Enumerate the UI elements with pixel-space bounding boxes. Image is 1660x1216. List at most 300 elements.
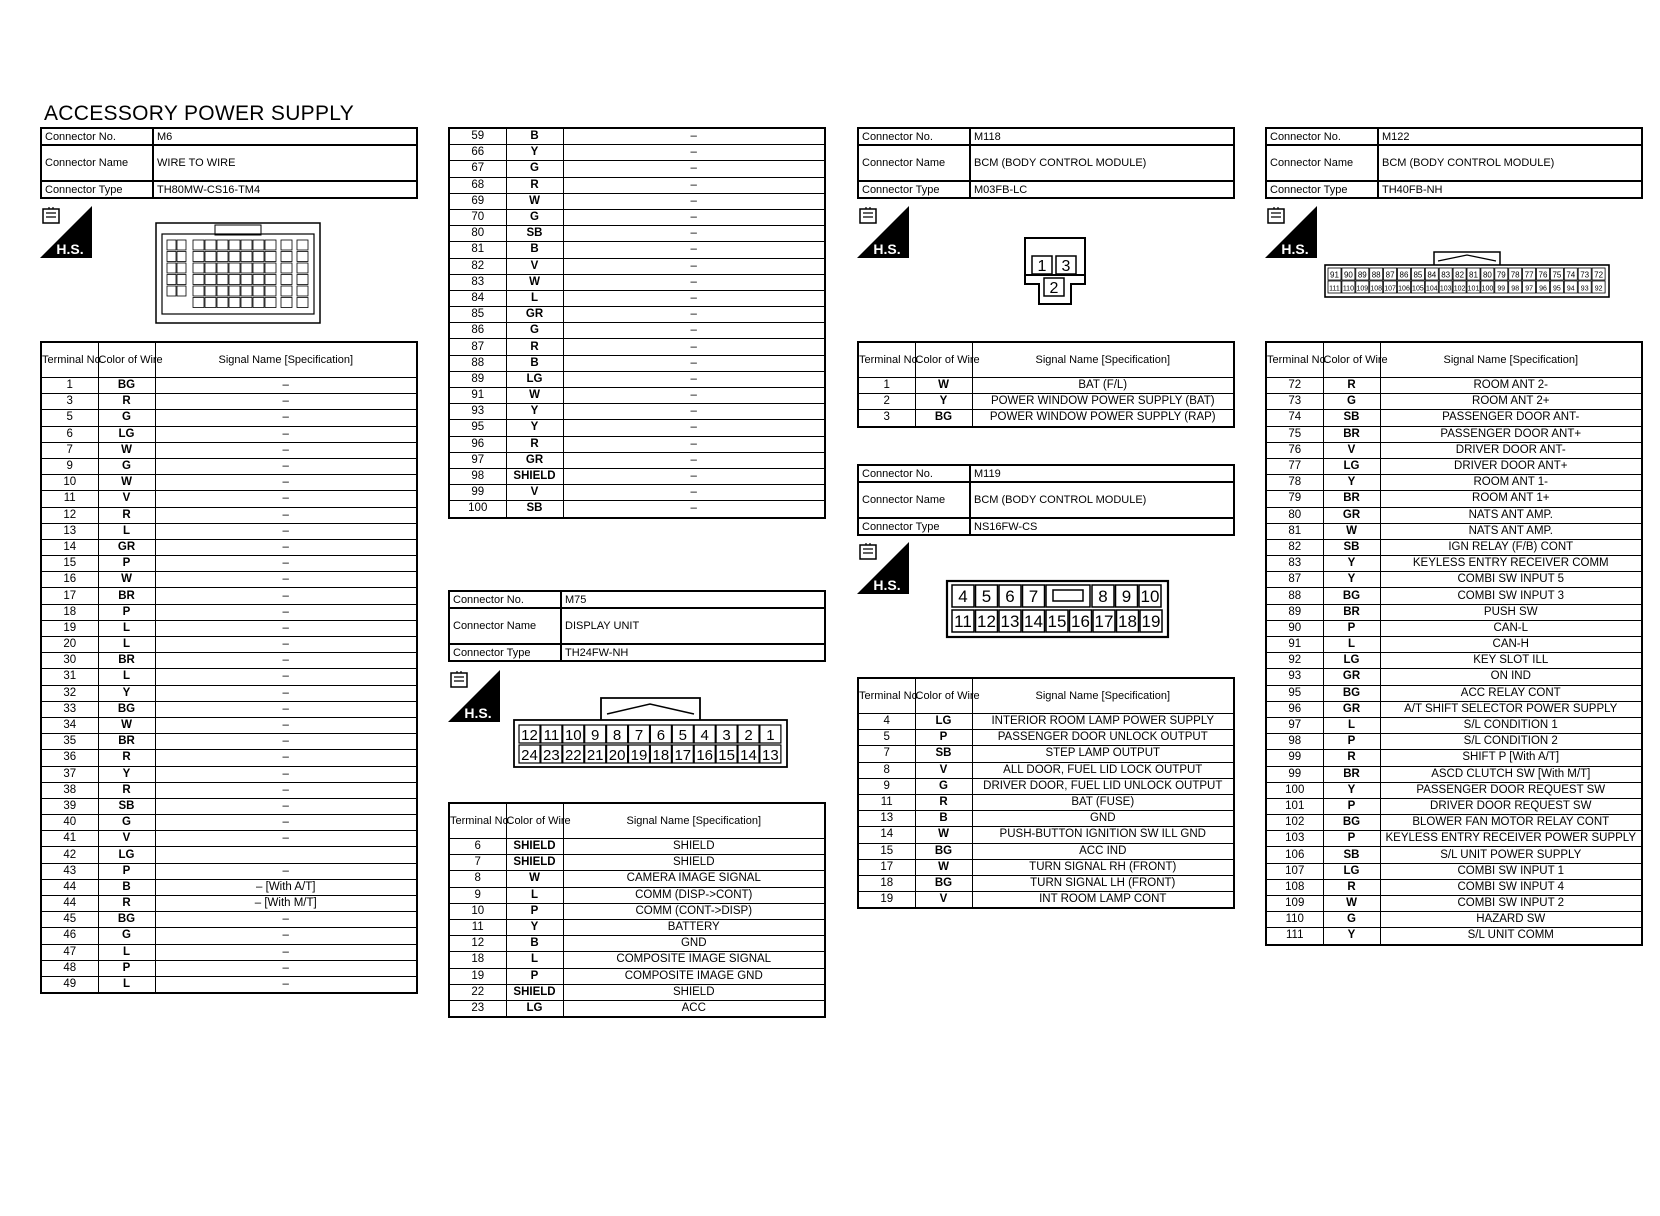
table-row bbox=[1266, 847, 1642, 863]
wire-color-cell: P bbox=[1323, 798, 1380, 814]
signal-name-cell: S/L UNIT COMM bbox=[1380, 928, 1642, 945]
pin-label: 17 bbox=[1094, 612, 1114, 631]
signal-name-cell: – bbox=[155, 863, 417, 879]
wire-color-cell: GR bbox=[506, 307, 563, 323]
wire-color-cell: W bbox=[506, 193, 563, 209]
signal-name-cell: COMM (DISP->CONT) bbox=[563, 887, 825, 903]
svg-text:H.S.: H.S. bbox=[1281, 241, 1309, 257]
terminal-no-cell: 6 bbox=[449, 839, 506, 855]
pin-cavity bbox=[193, 240, 204, 250]
hs-icon bbox=[857, 206, 909, 258]
signal-name-cell: ASCD CLUTCH SW [With M/T] bbox=[1380, 766, 1642, 782]
pin-label: 78 bbox=[1510, 270, 1520, 280]
signal-name-cell: – bbox=[155, 378, 417, 394]
wire-color-cell: SB bbox=[915, 746, 972, 762]
pin-label: 5 bbox=[981, 587, 992, 606]
signal-name-cell: COMBI SW INPUT 5 bbox=[1380, 572, 1642, 588]
table-row bbox=[41, 491, 417, 507]
pin-cavity bbox=[217, 263, 228, 273]
table-row bbox=[1266, 637, 1642, 653]
pin-cavity bbox=[281, 240, 292, 250]
pin-cavity bbox=[241, 275, 252, 285]
terminal-no-cell: 66 bbox=[449, 145, 506, 161]
table-row bbox=[858, 843, 1234, 859]
table-row bbox=[449, 404, 825, 420]
pin-cavity bbox=[167, 240, 176, 250]
table-row bbox=[41, 523, 417, 539]
signal-name-cell: S/L UNIT POWER SUPPLY bbox=[1380, 847, 1642, 863]
connector-name-label: Connector Name bbox=[1266, 145, 1378, 181]
wire-color-cell: Y bbox=[1323, 782, 1380, 798]
wire-color-cell: P bbox=[98, 604, 155, 620]
pin-label: 10 bbox=[1140, 587, 1160, 606]
table-row bbox=[858, 378, 1234, 394]
pin-label: 23 bbox=[543, 747, 560, 764]
wire-color-cell: SB bbox=[1323, 847, 1380, 863]
wire-color-cell: V bbox=[506, 258, 563, 274]
wire-color-cell: W bbox=[915, 378, 972, 394]
signal-name-cell: COMM (CONT->DISP) bbox=[563, 903, 825, 919]
pin-label: 18 bbox=[652, 747, 670, 764]
signal-name-cell: – bbox=[155, 588, 417, 604]
pin-cavity bbox=[265, 275, 276, 285]
terminal-no-cell: 80 bbox=[449, 226, 506, 242]
wire-color-cell: R bbox=[98, 750, 155, 766]
signal-name-header: Signal Name [Specification] bbox=[155, 342, 417, 378]
terminal-no-cell: 17 bbox=[41, 588, 98, 604]
wire-color-cell: V bbox=[1323, 442, 1380, 458]
signal-name-cell: – bbox=[563, 420, 825, 436]
terminal-no-cell: 75 bbox=[1266, 426, 1323, 442]
wire-color-cell: SHIELD bbox=[506, 839, 563, 855]
svg-text:H.S.: H.S. bbox=[56, 241, 84, 257]
table-row bbox=[1266, 798, 1642, 814]
signal-name-cell: COMPOSITE IMAGE SIGNAL bbox=[563, 952, 825, 968]
terminal-no-cell: 100 bbox=[1266, 782, 1323, 798]
pin-cavity bbox=[205, 252, 216, 262]
connector-type-label: Connector Type bbox=[449, 644, 561, 661]
pin-label: 97 bbox=[1525, 285, 1533, 293]
wire-color-cell: V bbox=[915, 892, 972, 909]
terminal-no-cell: 68 bbox=[449, 177, 506, 193]
wire-color-cell: P bbox=[506, 903, 563, 919]
wire-color-cell: L bbox=[506, 952, 563, 968]
wire-color-cell: BG bbox=[915, 843, 972, 859]
wire-color-cell: BR bbox=[1323, 604, 1380, 620]
pin-label: 18 bbox=[1118, 612, 1137, 631]
signal-name-cell: – bbox=[155, 637, 417, 653]
signal-name-cell: – bbox=[155, 685, 417, 701]
table-row bbox=[449, 323, 825, 339]
wire-color-cell: L bbox=[1323, 637, 1380, 653]
pin-label: 84 bbox=[1427, 270, 1437, 280]
pin-label: 98 bbox=[1511, 285, 1520, 293]
terminal-no-cell: 1 bbox=[41, 378, 98, 394]
table-row bbox=[449, 420, 825, 436]
table-row bbox=[449, 355, 825, 371]
terminal-no-cell: 78 bbox=[1266, 475, 1323, 491]
table-row bbox=[1266, 912, 1642, 928]
signal-name-cell: – bbox=[563, 128, 825, 145]
terminal-no-cell: 6 bbox=[41, 426, 98, 442]
wire-color-cell: G bbox=[506, 161, 563, 177]
signal-name-cell: GND bbox=[972, 811, 1234, 827]
signal-name-cell: – bbox=[155, 410, 417, 426]
wire-color-cell: SB bbox=[1323, 410, 1380, 426]
signal-name-cell: A/T SHIFT SELECTOR POWER SUPPLY bbox=[1380, 701, 1642, 717]
terminal-no-cell: 110 bbox=[1266, 912, 1323, 928]
pin-label: 99 bbox=[1497, 285, 1506, 293]
table-row bbox=[449, 388, 825, 404]
wire-color-cell: SB bbox=[98, 798, 155, 814]
signal-name-cell: – bbox=[155, 394, 417, 410]
table-row bbox=[41, 653, 417, 669]
terminal-no-cell: 48 bbox=[41, 960, 98, 976]
signal-name-cell: – bbox=[155, 572, 417, 588]
table-row bbox=[858, 811, 1234, 827]
signal-name-cell: – bbox=[563, 177, 825, 193]
table-row bbox=[1266, 685, 1642, 701]
pin-cavity bbox=[205, 263, 216, 273]
terminal-no-cell: 7 bbox=[41, 442, 98, 458]
signal-name-cell: DRIVER DOOR ANT+ bbox=[1380, 458, 1642, 474]
table-row bbox=[41, 620, 417, 636]
pin-label: 6 bbox=[656, 727, 666, 744]
pin-label: 82 bbox=[1455, 270, 1465, 280]
wire-color-cell: W bbox=[98, 475, 155, 491]
wire-color-cell: V bbox=[98, 831, 155, 847]
pin-label: 90 bbox=[1343, 270, 1353, 280]
signal-name-cell: – bbox=[563, 468, 825, 484]
connector-no-value: M75 bbox=[561, 591, 825, 608]
pin-label: 21 bbox=[586, 747, 604, 764]
wire-color-cell: P bbox=[98, 556, 155, 572]
terminal-no-cell: 11 bbox=[449, 919, 506, 935]
signal-name-cell: – bbox=[563, 258, 825, 274]
wire-color-cell: W bbox=[98, 442, 155, 458]
table-row bbox=[41, 442, 417, 458]
terminal-no-cell: 79 bbox=[1266, 491, 1323, 507]
table-row bbox=[41, 976, 417, 993]
wire-color-cell: W bbox=[98, 717, 155, 733]
signal-name-cell: – bbox=[155, 426, 417, 442]
table-row bbox=[449, 903, 825, 919]
signal-name-cell: – bbox=[155, 928, 417, 944]
terminal-no-cell: 32 bbox=[41, 685, 98, 701]
signal-name-cell: COMBI SW INPUT 4 bbox=[1380, 879, 1642, 895]
terminal-no-cell: 5 bbox=[858, 730, 915, 746]
signal-name-cell: – bbox=[155, 912, 417, 928]
pin-label: 22 bbox=[564, 747, 582, 764]
connector-name-value: BCM (BODY CONTROL MODULE) bbox=[1378, 145, 1642, 181]
terminal-no-cell: 2 bbox=[858, 394, 915, 410]
terminal-no-cell: 91 bbox=[1266, 637, 1323, 653]
table-row bbox=[41, 750, 417, 766]
table-row bbox=[41, 701, 417, 717]
pin-cavity bbox=[265, 263, 276, 273]
terminal-no-cell: 20 bbox=[41, 637, 98, 653]
signal-name-cell: – bbox=[155, 831, 417, 847]
table-row bbox=[1266, 556, 1642, 572]
terminal-no-cell: 36 bbox=[41, 750, 98, 766]
signal-name-cell: – bbox=[563, 193, 825, 209]
wire-color-cell: R bbox=[98, 507, 155, 523]
table-row bbox=[449, 177, 825, 193]
table-row bbox=[449, 161, 825, 177]
table-row bbox=[41, 815, 417, 831]
table-row bbox=[41, 960, 417, 976]
table-row bbox=[41, 879, 417, 895]
color-of-wire-header: Color of Wire bbox=[1323, 342, 1380, 378]
table-row bbox=[1266, 572, 1642, 588]
terminal-no-cell: 103 bbox=[1266, 831, 1323, 847]
signal-name-cell: COMBI SW INPUT 2 bbox=[1380, 896, 1642, 912]
connector-no-label: Connector No. bbox=[41, 128, 153, 145]
table-row bbox=[41, 410, 417, 426]
pin-label: 76 bbox=[1538, 270, 1548, 280]
terminal-no-header: Terminal No. bbox=[1266, 342, 1323, 378]
wire-color-cell: R bbox=[1323, 378, 1380, 394]
connector-name-label: Connector Name bbox=[41, 145, 153, 181]
wire-color-cell: Y bbox=[1323, 928, 1380, 945]
signal-name-cell: ACC bbox=[563, 1000, 825, 1017]
terminal-no-cell: 19 bbox=[858, 892, 915, 909]
signal-name-cell: – bbox=[155, 766, 417, 782]
signal-name-cell: POWER WINDOW POWER SUPPLY (BAT) bbox=[972, 394, 1234, 410]
table-row bbox=[449, 1000, 825, 1017]
terminal-no-cell: 80 bbox=[1266, 507, 1323, 523]
m6-connector-header bbox=[40, 127, 418, 199]
signal-name-cell: – [With M/T] bbox=[155, 896, 417, 912]
wire-color-cell: LG bbox=[1323, 863, 1380, 879]
terminal-no-cell: 17 bbox=[858, 859, 915, 875]
terminal-no-cell: 8 bbox=[449, 871, 506, 887]
table-row bbox=[858, 875, 1234, 891]
pin-label: 88 bbox=[1371, 270, 1381, 280]
terminal-no-cell: 45 bbox=[41, 912, 98, 928]
table-row bbox=[41, 912, 417, 928]
pin-cavity bbox=[297, 252, 308, 262]
signal-name-header: Signal Name [Specification] bbox=[563, 803, 825, 839]
signal-name-cell: ROOM ANT 2+ bbox=[1380, 394, 1642, 410]
wire-color-cell: G bbox=[98, 928, 155, 944]
wire-color-cell: SHIELD bbox=[506, 984, 563, 1000]
pin-label: 14 bbox=[740, 747, 757, 764]
table-row bbox=[1266, 750, 1642, 766]
terminal-no-cell: 90 bbox=[1266, 620, 1323, 636]
m6-terminal-table bbox=[40, 341, 418, 994]
pin-cavity bbox=[229, 252, 240, 262]
connector-type-value: TH24FW-NH bbox=[561, 644, 825, 661]
pin-cavity bbox=[193, 252, 204, 262]
table-row bbox=[1266, 588, 1642, 604]
pin-cavity bbox=[281, 252, 292, 262]
table-row bbox=[1266, 410, 1642, 426]
terminal-no-cell: 18 bbox=[41, 604, 98, 620]
wire-color-cell: W bbox=[506, 388, 563, 404]
pin-cavity bbox=[297, 263, 308, 273]
table-row bbox=[1266, 475, 1642, 491]
pin-label: 17 bbox=[674, 747, 692, 764]
pin-label: 7 bbox=[1028, 587, 1039, 606]
wire-color-cell: LG bbox=[506, 1000, 563, 1017]
wire-color-cell: L bbox=[98, 976, 155, 993]
pin-cavity bbox=[265, 286, 276, 296]
terminal-no-cell: 97 bbox=[449, 452, 506, 468]
table-row bbox=[858, 410, 1234, 427]
wire-color-cell: P bbox=[1323, 620, 1380, 636]
signal-name-cell: – bbox=[155, 815, 417, 831]
wire-color-cell: B bbox=[506, 355, 563, 371]
terminal-no-cell: 3 bbox=[858, 410, 915, 427]
terminal-no-cell: 84 bbox=[449, 290, 506, 306]
wire-color-cell: P bbox=[506, 968, 563, 984]
terminal-no-cell: 98 bbox=[1266, 734, 1323, 750]
connector-type-label: Connector Type bbox=[1266, 181, 1378, 198]
svg-text:H.S.: H.S. bbox=[873, 241, 901, 257]
signal-name-cell: – bbox=[155, 604, 417, 620]
table-row bbox=[1266, 653, 1642, 669]
pin-cavity bbox=[167, 252, 176, 262]
signal-name-cell: – bbox=[155, 750, 417, 766]
signal-name-cell: – [With A/T] bbox=[155, 879, 417, 895]
wire-color-cell: R bbox=[98, 782, 155, 798]
signal-name-cell: – bbox=[155, 717, 417, 733]
wire-color-cell: R bbox=[1323, 750, 1380, 766]
pin-cavity bbox=[177, 275, 186, 285]
wire-color-cell: BR bbox=[98, 588, 155, 604]
pin-cavity bbox=[217, 298, 228, 308]
table-row bbox=[449, 452, 825, 468]
connector-name-value: BCM (BODY CONTROL MODULE) bbox=[970, 145, 1234, 181]
terminal-no-cell: 83 bbox=[449, 274, 506, 290]
table-row bbox=[41, 637, 417, 653]
pin-label: 12 bbox=[521, 727, 538, 744]
pin-label: 96 bbox=[1539, 285, 1547, 293]
wire-color-cell: W bbox=[915, 827, 972, 843]
m75-connector-header bbox=[448, 590, 826, 662]
table-row bbox=[449, 128, 825, 145]
pin-cavity bbox=[241, 240, 252, 250]
terminal-no-cell: 44 bbox=[41, 896, 98, 912]
wire-color-cell: B bbox=[98, 879, 155, 895]
table-row bbox=[41, 458, 417, 474]
signal-name-cell: COMBI SW INPUT 3 bbox=[1380, 588, 1642, 604]
pin-label: 100 bbox=[1481, 285, 1494, 293]
svg-text:H.S.: H.S. bbox=[873, 577, 901, 593]
table-row bbox=[858, 859, 1234, 875]
signal-name-cell: – bbox=[563, 290, 825, 306]
pin-cavity bbox=[253, 252, 264, 262]
table-row bbox=[449, 339, 825, 355]
pin-label: 87 bbox=[1385, 270, 1395, 280]
signal-name-cell: – bbox=[563, 226, 825, 242]
m118-terminal-table bbox=[857, 341, 1235, 428]
terminal-no-cell: 7 bbox=[449, 855, 506, 871]
wire-color-cell: LG bbox=[1323, 653, 1380, 669]
signal-name-cell: – bbox=[563, 307, 825, 323]
wire-color-cell: P bbox=[98, 960, 155, 976]
m122-terminal-table bbox=[1265, 341, 1643, 946]
table-row bbox=[449, 226, 825, 242]
terminal-no-cell: 44 bbox=[41, 879, 98, 895]
pin-cavity bbox=[167, 275, 176, 285]
table-row bbox=[449, 274, 825, 290]
signal-name-cell: – bbox=[155, 442, 417, 458]
terminal-no-cell: 97 bbox=[1266, 717, 1323, 733]
pin-label: 91 bbox=[1330, 270, 1339, 280]
table-row bbox=[1266, 620, 1642, 636]
terminal-no-cell: 77 bbox=[1266, 458, 1323, 474]
terminal-no-cell: 95 bbox=[1266, 685, 1323, 701]
signal-name-cell: BLOWER FAN MOTOR RELAY CONT bbox=[1380, 815, 1642, 831]
wire-color-cell: BR bbox=[1323, 426, 1380, 442]
signal-name-cell: PASSENGER DOOR ANT+ bbox=[1380, 426, 1642, 442]
pin-label: 8 bbox=[612, 727, 622, 744]
m75-terminal-table bbox=[448, 802, 826, 1018]
signal-name-cell: – bbox=[563, 404, 825, 420]
pin-label: 12 bbox=[977, 612, 996, 631]
connector-name-value: BCM (BODY CONTROL MODULE) bbox=[970, 482, 1234, 518]
wire-color-cell: LG bbox=[98, 426, 155, 442]
connector-no-label: Connector No. bbox=[1266, 128, 1378, 145]
table-row bbox=[41, 507, 417, 523]
wire-color-cell: R bbox=[98, 394, 155, 410]
pin-cavity bbox=[217, 275, 228, 285]
pin-label: 4 bbox=[700, 727, 709, 744]
pin-label: 16 bbox=[696, 747, 714, 764]
terminal-no-cell: 37 bbox=[41, 766, 98, 782]
pin-label: 105 bbox=[1412, 285, 1424, 293]
pin-cavity bbox=[281, 298, 292, 308]
signal-name-cell: STEP LAMP OUTPUT bbox=[972, 746, 1234, 762]
signal-name-cell: ROOM ANT 1+ bbox=[1380, 491, 1642, 507]
table-row bbox=[449, 258, 825, 274]
table-row bbox=[449, 485, 825, 501]
table-row bbox=[449, 936, 825, 952]
terminal-no-cell: 34 bbox=[41, 717, 98, 733]
table-row bbox=[1266, 717, 1642, 733]
wire-color-cell: BG bbox=[98, 701, 155, 717]
signal-name-cell: PUSH-BUTTON IGNITION SW ILL GND bbox=[972, 827, 1234, 843]
pin-cavity bbox=[241, 286, 252, 296]
wire-color-cell: Y bbox=[1323, 475, 1380, 491]
wire-color-cell: Y bbox=[98, 766, 155, 782]
signal-name-cell: S/L CONDITION 2 bbox=[1380, 734, 1642, 750]
wire-color-cell: R bbox=[506, 177, 563, 193]
table-row bbox=[41, 426, 417, 442]
terminal-no-cell: 38 bbox=[41, 782, 98, 798]
terminal-no-cell: 47 bbox=[41, 944, 98, 960]
wire-color-cell: B bbox=[506, 128, 563, 145]
table-row bbox=[449, 952, 825, 968]
table-row bbox=[1266, 426, 1642, 442]
connector-no-label: Connector No. bbox=[449, 591, 561, 608]
wire-color-cell: Y bbox=[915, 394, 972, 410]
table-row bbox=[1266, 928, 1642, 945]
table-row bbox=[449, 919, 825, 935]
table-row bbox=[41, 685, 417, 701]
signal-name-cell: – bbox=[155, 523, 417, 539]
signal-name-cell: SHIELD bbox=[563, 984, 825, 1000]
terminal-no-cell: 16 bbox=[41, 572, 98, 588]
pin-label: 4 bbox=[958, 587, 968, 606]
terminal-no-cell: 82 bbox=[1266, 539, 1323, 555]
signal-name-cell: BAT (FUSE) bbox=[972, 794, 1234, 810]
pin-cavity bbox=[241, 298, 252, 308]
pin-label: 16 bbox=[1071, 612, 1090, 631]
pin-label: 8 bbox=[1098, 587, 1108, 606]
